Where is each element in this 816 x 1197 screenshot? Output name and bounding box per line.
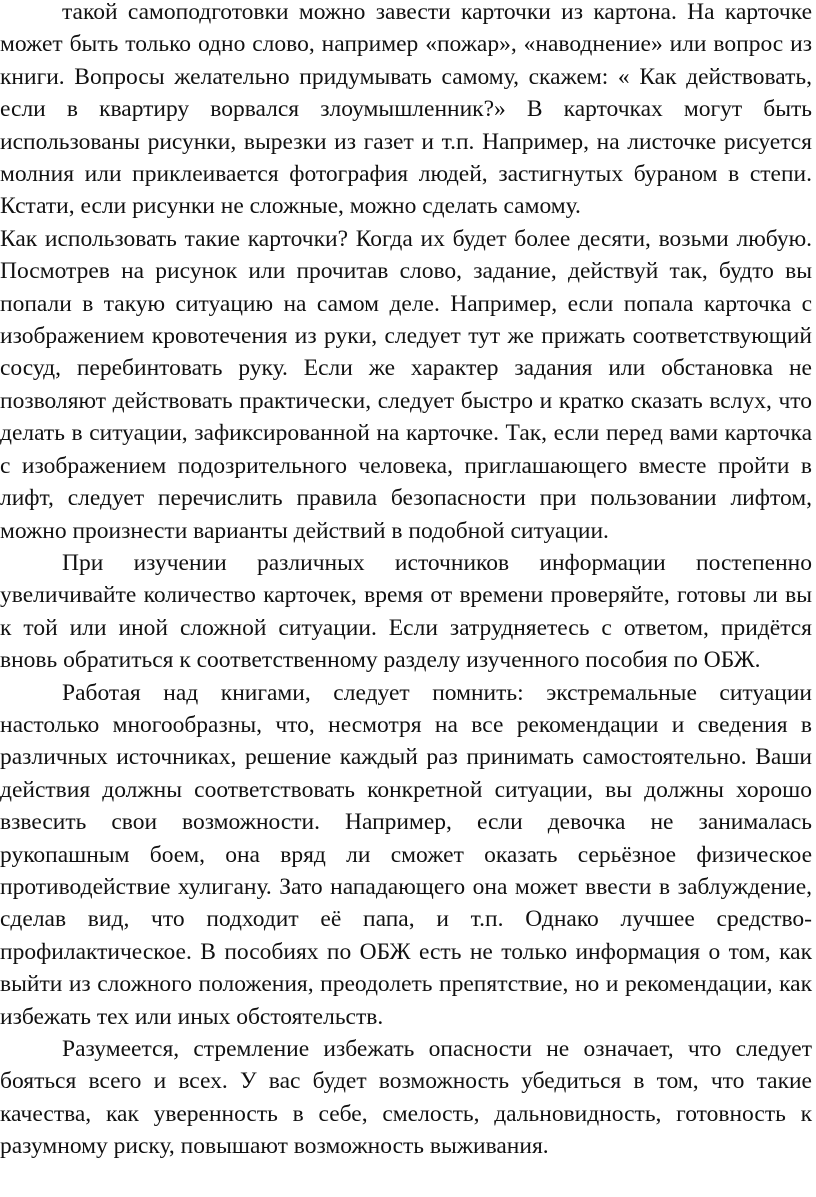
paragraph-working-with-books: Работая над книгами, следует помнить: экстремальные ситуации настолько многообразны, что, несмотря на все рекомендации и сведения в различных источниках, решение каждый раз принимать самостоятельно. Ваши действия должны соответствовать конкретной ситуации, вы должны хорошо взвесить свои возможности. Например, если девочка не занималась рукопашным боем, она вряд ли сможет оказать серьёзное физическое противодействие хулигану. Зато нападающего она может ввести в заблуждение, сделав вид, что подходит её папа, и т.п. Однако лучшее средство-профилактическое. В пособиях по ОБЖ есть не только информация о том, как выйти из сложного положения, преодолеть препятствие, но и рекомендации, как избежать тех или иных обстоятельств.: [0, 679, 812, 1030]
paragraph-card-usage: Как использовать такие карточки? Когда их будет более десяти, возьми любую. Посмотрев на рисунок или прочитав слово, задание, действуй так, будто вы попали в такую ситуацию на самом деле. Например, если попала карточка с изображением кровотечения из руки, следует тут же прижать соответствующий сосуд, перебинтовать руку. Если же характер задания или обстановка не позволяют действовать практически, следует быстро и кратко сказать вслух, что делать в ситуации, зафиксированной на карточке. Так, если перед вами карточка с изображением подозрительного человека, приглашающего вместе пройти в лифт, следует перечислить правила безопасности при пользовании лифтом, можно произнести варианты действий в подобной ситуации.: [0, 225, 812, 544]
paragraph-card-preparation: такой самоподготовки можно завести карточки из картона. На карточке может быть только одно слово, например «пожар», «наводнение» или вопрос из книги. Вопросы желательно придумывать самому, скажем: « Как действовать, если в квартиру ворвался злоумышленник?» В карточках могут быть использованы рисунки, вырезки из газет и т.п. Например, на листочке рисуется молния или приклеивается фотография людей, застигнутых бураном в степи. Кстати, если рисунки не сложные, можно сделать самому.: [0, 0, 812, 220]
paragraph-increase-cards: При изучении различных источников информации постепенно увеличивайте количество карточек, время от времени проверяйте, готовы ли вы к той или иной сложной ситуации. Если затрудняетесь с ответом, придётся вновь обратиться к соответственному разделу изученного пособия по ОБЖ.: [0, 549, 812, 674]
paragraph-avoiding-danger: Разумеется, стремление избежать опасности не означает, что следует бояться всего и всех. У вас будет возможность убедиться в том, что такие качества, как уверенность в себе, смелость, дальновидность, готовность к разумному риску, повышают возможность выживания.: [0, 1036, 812, 1160]
